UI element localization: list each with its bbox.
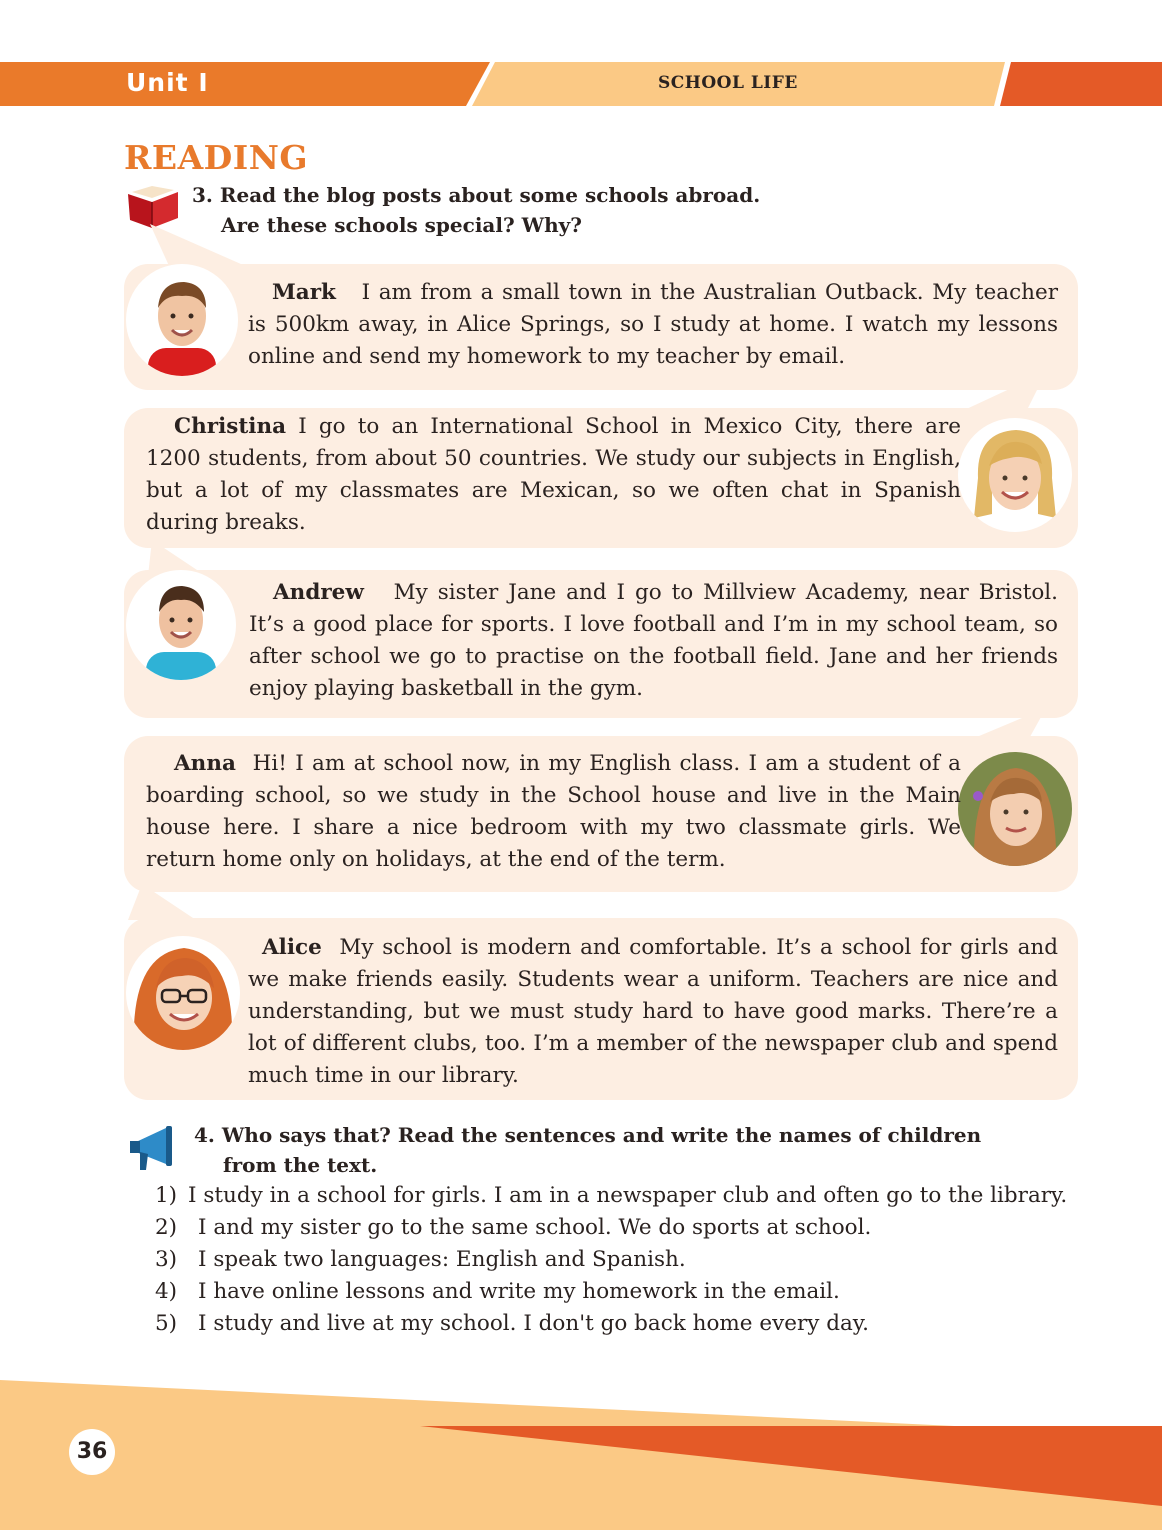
blog-post-mark [248,277,1058,373]
sentence-list [155,1180,1079,1340]
megaphone-icon [128,1124,182,1178]
page-number: 36 [69,1429,115,1475]
girl-avatar [958,752,1072,866]
post-text: My sister Jane and I go to Millview Academy, near Bristol. It’s a good place for sports. I love football and I’m in my school team, so after school we go to practise on the football field. Jane and her friends enjoy playing basketball in the gym. [249,580,1058,701]
post-author: Anna [174,751,236,776]
exercise-4-instruction [194,1120,1079,1180]
item-text: I study in a school for girls. I am in a newspaper club and often go to the library. [188,1183,1068,1208]
post-text: Hi! I am at school now, in my English class. I am a student of a boarding school, so we study in the School house and live in the Main house here. I share a nice bedroom with my two classmate girls. We return home only on holidays, at the end of the term. [146,751,961,872]
item-number: 3) [155,1247,178,1272]
boy-avatar [126,570,236,680]
list-item [155,1212,1079,1244]
exercise-3-line1: 3. Read the blog posts about some schools abroad. [192,183,761,207]
blog-post-andrew [237,577,1058,705]
list-item [155,1180,1079,1212]
blog-post-alice [217,932,1058,1092]
item-text: I and my sister go to the same school. We do sports at school. [198,1215,872,1240]
item-text: I study and live at my school. I don't go back home every day. [198,1311,869,1336]
item-number: 5) [155,1311,178,1336]
exercise-3-line2: Are these schools special? Why? [221,213,582,237]
post-text: I go to an International School in Mexico City, there are 1200 students, from about 50 countries. We study our subjects in English, but a lot of my classmates are Mexican, so we often chat in Spanish during breaks. [146,414,962,535]
unit-label: Unit I [126,68,209,97]
item-number: 2) [155,1215,178,1240]
item-number: 4) [155,1279,178,1304]
post-text: I am from a small town in the Australian Outback. My teacher is 500km away, in Alice Springs, so I study at home. I watch my lessons online and send my homework to my teacher by email. [248,280,1058,369]
blog-post-anna [146,748,961,876]
list-item [155,1308,1079,1340]
item-number: 1) [155,1183,178,1208]
footer-band [0,1380,1162,1530]
exercise-4-line2: from the text. [223,1153,378,1177]
section-title: SCHOOL LIFE [658,73,798,93]
list-item [155,1276,1079,1308]
item-text: I have online lessons and write my homework in the email. [198,1279,840,1304]
post-author: Alice [262,935,322,960]
girl-avatar [958,418,1072,532]
post-text: My school is modern and comfortable. It’s a school for girls and we make friends easily. Students wear a uniform. Teachers are nice and understanding, but we must study hard to have good marks. There’re a lot of different clubs, too. I’m a member of the newspaper club and spend much time in our library. [248,935,1058,1088]
post-author: Christina [174,414,287,439]
exercise-4-line1: 4. Who says that? Read the sentences and write the names of children [194,1123,982,1147]
blog-post-christina [146,411,961,539]
boy-avatar [126,264,238,376]
list-item [155,1244,1079,1276]
exercise-3-instruction [192,180,760,240]
post-author: Mark [272,280,336,305]
post-author: Andrew [273,580,364,605]
page-title: READING [124,138,309,177]
item-text: I speak two languages: English and Spanish. [198,1247,686,1272]
